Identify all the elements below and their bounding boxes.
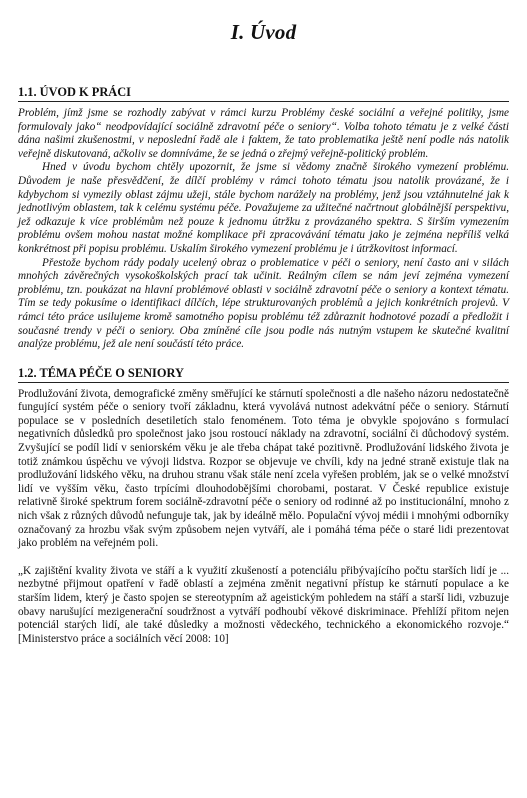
paragraph: Hned v úvodu bychom chtěly upozornit, že jsme si vědomy značně širokého vymezení problému. Důvodem je naše přesvědčení, že dílčí problémy v rámci tohoto tématu jsou natolik provázané, že i kdybychom si vymezily oblast zájmu užeji, stále bychom narážely na problémy, jenž jsou vztáhnutelné jak k jednotlivým oblastem, tak k celému systému péče. Považujeme za užitečné načrtnout globálnější perspektivu, jež odkazuje k více problémům než pouze k jednomu útržku z provázaného spektra. S širším vymezením problému ovšem mohou nastat možné komplikace při zpracovávání tématu jako je zejména nepříliš velká konkrétnost při popisu problému. Uskalím širokého vymezení problému je i útržkovitost informací. [18,161,509,255]
quote-paragraph: „K zajištění kvality života ve stáří a k využití zkušeností a potenciálu přibývajícího počtu starších lidí je ... nezbytné přijmout opatření v řadě oblastí a zejména změnit negativní přístup ke stárnutí populace a ke starším lidem, který je často spojen se stereotypním až ageistickým pohledem na stáří a starší lidi, vzbuzuje obavy narušující mezigenerační soudržnost a vytváří podhoubí věkové diskriminace. Přehlíží přitom nejen potenciál starých lidí, ale také důsledky a možnosti vědeckého, technického a ekonomického rozvoje.“ [Ministerstvo práce a sociálních věcí 2008: 10] [18,564,509,645]
chapter-title: I. Úvod [230,20,297,44]
section-heading: 1.2. TÉMA PÉČE O SENIORY [18,366,509,383]
section-uvod-k-praci [18,85,509,352]
paragraph: Problém, jímž jsme se rozhodly zabývat v rámci kurzu Problémy české sociální a veřejné politiky, jsme formulovaly jako“ neodpovídající sociálně zdravotní péče o seniory“. Volba tohoto tématu je z velké části dána našimi zkušenostmi, v neposlední řadě ale i faktem, že tato problematika ještě není podle nás natolik veřejně diskutovaná, ačkoliv se domníváme, že se jedná o zřejmý veřejně-politický problém. [18,107,509,160]
section-tema-pece [18,366,509,647]
paragraph: Přestože bychom rády podaly ucelený obraz o problematice v péči o seniory, není často ani v silách mnohých závěrečných vysokoškolských prací tak učinit. Reálným cílem se nám jeví zejména vymezení problému, tzn. poukázat na hlavní problémové oblasti v sociálně zdravotní péče o seniory a kontext tématu. Tím se tedy pokusíme o identifikaci dílčích, lépe strukturovaných problémů a jejich konkrétních projevů. V rámci této práce usilujeme kromě samotného popisu problému též zdůraznit hodnotové pozadí a předložit i současné trendy v péči o seniory. Oba zmíněné cíle jsou podle nás nutným vstupem ke skutečné kvalitní analýze problému, jež ale není součástí této práce. [18,256,509,351]
paragraph: Prodlužování života, demografické změny směřující ke stárnutí společnosti a dle našeho názoru nedostatečně fungující systém péče o seniory tvoří základnu, která vyvolává nutnost adekvátní péče o seniory. Stárnutí populace se v posledních desetiletích stalo fenoménem. Toto téma je obvykle spojováno s formulací negativních důsledků pro společnost jako jsou rostoucí náklady na zdravotní, sociální či důchodový systém. Zvyšující se podíl lidí v seniorském věku je ale třeba chápat také pozitivně. Prodlužování lidského života je totiž známkou úspěchu ve vývoji lidstva. Rozpor se objevuje ve chvíli, kdy na jedné straně existuje tlak na prodlužování lidského věku, na druhou stranu však stále není zcela vyřešen problém, jak se o velké množství lidí ve vyšším věku, často trpícími dlouhodobějšími chorobami, postarat. V České republice existuje relativně široké spektrum forem sociálně-zdravotní péče o seniory od rodinné až po institucionální, mnoho z nich však z různých důvodů nefunguje tak, jak by ideálně mělo. Populační vývoj médii i mnohými odborníky označovaný za hrozbu však svým způsobem nejen vytváří, ale i pomáhá téma péče o staré lidi prezentovat jako problém na veřejném poli. [18,387,509,550]
section-heading: 1.1. ÚVOD K PRÁCI [18,85,509,102]
